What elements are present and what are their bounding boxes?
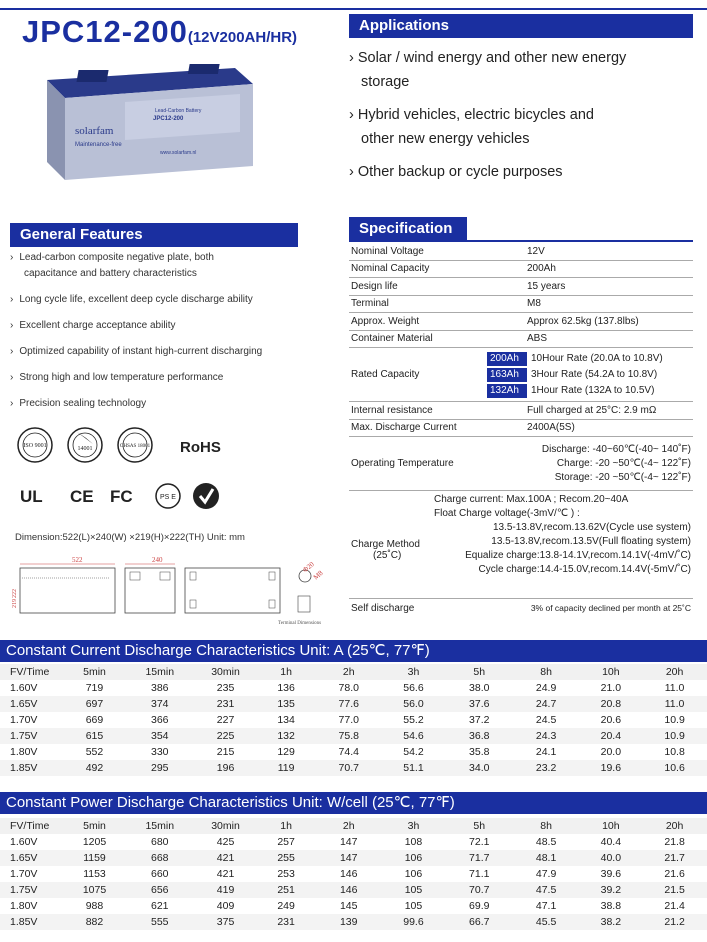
- optemp-values: [521, 441, 693, 486]
- optemp-value: Storage: -20 ~50℃(-4~ 122˚F): [554, 472, 691, 483]
- table-cell: 38.0: [469, 682, 490, 694]
- row-voltage: 1.65V: [0, 850, 65, 866]
- table-cell: 47.5: [513, 882, 580, 898]
- application-text: Hybrid vehicles, electric bicycles and: [357, 107, 594, 123]
- battery-label-2: JPC12-200: [153, 116, 184, 122]
- table-cell: 249: [277, 900, 295, 912]
- table-cell: 40.4: [600, 836, 622, 848]
- optemp-value: Discharge: -40~60℃(-40~ 140˚F): [541, 444, 691, 455]
- row-voltage: 1.65V: [0, 696, 65, 712]
- table-cell: 56.6: [403, 682, 424, 694]
- column-header: 30min: [195, 818, 256, 834]
- spec-value: ABS: [527, 333, 548, 345]
- rated-tag: 163Ah: [487, 368, 527, 382]
- table-cell: 77.6: [316, 696, 381, 712]
- table-cell: 21.7: [642, 850, 707, 866]
- table-cell: 56.0: [381, 696, 446, 712]
- charge-line: 13.5-13.8V,recom.13.5V(Full floating system): [491, 536, 691, 547]
- table-cell: 135: [256, 696, 317, 712]
- column-header: FV/Time: [0, 664, 65, 680]
- feature-item: [10, 396, 330, 412]
- table-row: [0, 712, 707, 728]
- spec-row: [349, 402, 693, 420]
- row-voltage: 1.60V: [10, 836, 38, 848]
- table-cell: 11.0: [642, 696, 707, 712]
- column-header: 1h: [256, 818, 317, 834]
- table-cell: 231: [195, 696, 256, 712]
- table-cell: 231: [256, 914, 317, 930]
- battery-label-1: Lead-Carbon Battery: [155, 108, 202, 114]
- row-voltage: 1.85V: [0, 760, 65, 776]
- table-cell: 40.0: [580, 850, 643, 866]
- charge-line: Float Charge voltage(-3mV/℃ ) :: [434, 508, 580, 519]
- rated-tag: 132Ah: [487, 384, 527, 398]
- table-cell: 409: [216, 900, 235, 912]
- ohsas-logo: [118, 428, 152, 462]
- table-cell: 425: [216, 836, 235, 848]
- feature-item: [10, 250, 330, 282]
- features-title: General Features: [20, 226, 143, 243]
- table-cell: 552: [85, 746, 104, 758]
- applications-title: Applications: [359, 17, 450, 34]
- spec-key: Design life: [351, 280, 398, 292]
- table-cell: 38.8: [600, 900, 622, 912]
- chevron-right-icon: ›: [349, 164, 354, 180]
- table-cell: 24.3: [513, 728, 580, 744]
- table-cell: 129: [277, 746, 295, 758]
- chevron-right-icon: ›: [10, 252, 14, 263]
- table-cell: 1075: [65, 882, 125, 898]
- table-cell: 70.7: [316, 760, 381, 776]
- spec-row: [349, 261, 693, 279]
- table-row: [0, 882, 707, 898]
- table-cell: 253: [277, 868, 295, 880]
- table-cell: 108: [404, 836, 423, 848]
- table-cell: 24.1: [535, 746, 557, 758]
- table-cell: 330: [150, 746, 169, 758]
- chevron-right-icon: ›: [10, 320, 14, 331]
- row-voltage: 1.80V: [10, 900, 38, 912]
- table-row: [0, 728, 707, 744]
- column-header: 20h: [642, 664, 707, 680]
- table-cell: 20.8: [580, 696, 643, 712]
- spec-row-rated: [349, 348, 693, 402]
- svg-text:PS E: PS E: [160, 494, 176, 501]
- table-cell: 119: [256, 760, 317, 776]
- table-cell: 20.0: [600, 746, 622, 758]
- dim-height-2: 219: [12, 599, 18, 608]
- column-header: 2h: [316, 818, 381, 834]
- table-cell: 419: [195, 882, 256, 898]
- terminal-thread: M8: [311, 569, 325, 582]
- application-item: [349, 103, 699, 151]
- table-header-row: [0, 818, 707, 834]
- application-text-cont: storage: [361, 74, 410, 90]
- applications-list: [349, 46, 699, 193]
- iso14001-logo: [68, 428, 102, 462]
- table-cell: 366: [150, 714, 169, 726]
- table-cell: 139: [316, 914, 381, 930]
- table-cell: 386: [150, 682, 169, 694]
- cc-table: [0, 664, 707, 776]
- svg-text:ISO 9001: ISO 9001: [23, 443, 47, 449]
- table-cell: 51.1: [381, 760, 446, 776]
- spec-value: 2400A(5S): [527, 422, 575, 434]
- table-cell: 492: [65, 760, 125, 776]
- c-tick-logo: [193, 483, 219, 509]
- spec-key: Self discharge: [351, 602, 415, 614]
- iso9001-logo: [18, 428, 52, 462]
- application-item: [349, 46, 699, 94]
- row-voltage: 1.75V: [0, 728, 65, 744]
- battery-url: www.solarfam.nl: [160, 150, 197, 156]
- column-header: 8h: [513, 664, 580, 680]
- spec-row-optemp: [349, 437, 693, 491]
- rated-value: 10Hour Rate (20.0A to 10.8V): [531, 352, 663, 364]
- table-cell: 20.4: [580, 728, 643, 744]
- spec-row: [349, 243, 693, 261]
- table-cell: 24.7: [513, 696, 580, 712]
- table-cell: 35.8: [469, 746, 490, 758]
- feature-text: Lead-carbon composite negative plate, both: [19, 252, 214, 263]
- column-header: FV/Time: [0, 818, 65, 834]
- table-cell: 255: [256, 850, 317, 866]
- table-cell: 47.1: [535, 900, 557, 912]
- table-cell: 10.8: [664, 746, 685, 758]
- cc-table-title: Constant Current Discharge Characteristics Unit: A (25℃, 77℉): [0, 640, 707, 662]
- feature-text: Long cycle life, excellent deep cycle discharge ability: [19, 294, 253, 305]
- spec-key: Approx. Weight: [351, 315, 420, 327]
- rated-tag: 200Ah: [487, 352, 527, 366]
- table-cell: 78.0: [338, 682, 359, 694]
- table-cell: 136: [277, 682, 295, 694]
- column-header: 10h: [580, 818, 643, 834]
- feature-item: [10, 318, 330, 334]
- feature-text: Precision sealing technology: [19, 398, 147, 409]
- chevron-right-icon: ›: [349, 107, 354, 123]
- charge-key: Charge Method (25˚C): [351, 539, 420, 561]
- chevron-right-icon: ›: [349, 50, 354, 66]
- table-cell: 421: [195, 850, 256, 866]
- table-cell: 77.0: [338, 714, 359, 726]
- ul-logo: UL: [20, 487, 43, 506]
- charge-line: Equalize charge:13.8-14.1V,recom.14.1V(-4mV/˚C): [465, 550, 691, 561]
- table-cell: 39.6: [600, 868, 622, 880]
- table-cell: 621: [150, 900, 169, 912]
- table-cell: 54.2: [403, 746, 424, 758]
- table-cell: 39.2: [580, 882, 643, 898]
- row-voltage: 1.80V: [10, 746, 38, 758]
- application-text-cont: other new energy vehicles: [361, 131, 530, 147]
- spec-row: [349, 599, 693, 617]
- column-header: 1h: [256, 664, 317, 680]
- table-cell: 21.0: [600, 682, 622, 694]
- spec-row-charge: [349, 491, 693, 599]
- table-cell: 37.2: [469, 714, 490, 726]
- table-cell: 669: [85, 714, 104, 726]
- row-voltage: 1.75V: [0, 882, 65, 898]
- table-cell: 555: [124, 914, 195, 930]
- application-item: [349, 160, 699, 184]
- specification-table: [349, 243, 693, 617]
- model-title: [22, 14, 297, 50]
- specification-header: [349, 217, 467, 241]
- spec-row: [349, 296, 693, 314]
- table-cell: 10.9: [664, 714, 685, 726]
- spec-key: Max. Discharge Current: [351, 422, 457, 434]
- table-header-row: [0, 664, 707, 680]
- column-header: 5h: [446, 664, 513, 680]
- model-name: JPC12-200: [22, 14, 188, 49]
- application-text: Solar / wind energy and other new energy: [357, 50, 627, 66]
- table-row: [0, 914, 707, 930]
- spec-value: 3% of capacity declined per month at 25˚C: [530, 603, 691, 613]
- column-header: 8h: [513, 818, 580, 834]
- table-row: [0, 898, 707, 914]
- battery-sub: Maintenance-free: [75, 142, 122, 148]
- table-cell: 66.7: [446, 914, 513, 930]
- table-cell: 37.6: [446, 696, 513, 712]
- dim-width: 240: [152, 556, 163, 564]
- table-cell: 24.9: [535, 682, 557, 694]
- table-cell: 225: [195, 728, 256, 744]
- cp-table-title: Constant Power Discharge Characteristics Unit: W/cell (25℃, 77℉): [0, 792, 707, 814]
- row-voltage: 1.70V: [10, 868, 38, 880]
- table-cell: 45.5: [513, 914, 580, 930]
- table-cell: 134: [277, 714, 295, 726]
- table-cell: 196: [195, 760, 256, 776]
- spec-key: Nominal Capacity: [351, 263, 430, 275]
- feature-text: Optimized capability of instant high-current discharging: [19, 346, 263, 357]
- table-cell: 38.2: [580, 914, 643, 930]
- spec-value: Full charged at 25°C: 2.9 mΩ: [527, 404, 657, 416]
- table-cell: 697: [65, 696, 125, 712]
- spec-row: [349, 420, 693, 438]
- column-header: 3h: [381, 664, 446, 680]
- certification-logos: [10, 420, 235, 525]
- table-cell: 374: [124, 696, 195, 712]
- column-header: 5h: [446, 818, 513, 834]
- table-cell: 421: [216, 868, 235, 880]
- table-cell: 71.7: [446, 850, 513, 866]
- charge-line: 13.5-13.8V,recom.13.62V(Cycle use system): [492, 522, 691, 533]
- spec-key: Rated Capacity: [351, 369, 420, 380]
- fc-logo: FC: [110, 487, 133, 506]
- pse-logo: [156, 484, 180, 508]
- svg-text:OHSAS 18001: OHSAS 18001: [119, 444, 151, 449]
- table-cell: 71.1: [469, 868, 490, 880]
- table-cell: 1205: [82, 836, 107, 848]
- table-cell: 23.2: [513, 760, 580, 776]
- table-cell: 48.5: [535, 836, 557, 848]
- table-cell: 680: [150, 836, 169, 848]
- spec-value: 12V: [527, 245, 545, 257]
- column-header: 15min: [124, 664, 195, 680]
- features-header: [10, 223, 298, 247]
- table-row: [0, 696, 707, 712]
- table-cell: 227: [216, 714, 235, 726]
- rated-value: 1Hour Rate (132A to 10.5V): [531, 384, 655, 396]
- spec-value: 15 years: [527, 280, 566, 292]
- table-cell: 146: [339, 868, 358, 880]
- table-cell: 354: [124, 728, 195, 744]
- spec-value: M8: [527, 298, 541, 310]
- specification-title: Specification: [359, 220, 453, 237]
- table-cell: 235: [216, 682, 235, 694]
- table-cell: 132: [256, 728, 317, 744]
- charge-line: Charge current: Max.100A ; Recom.20~40A: [434, 494, 629, 505]
- table-cell: 36.8: [446, 728, 513, 744]
- rated-values: [487, 350, 693, 400]
- column-header: 15min: [124, 818, 195, 834]
- charge-line: Cycle charge:14.4-15.0V,recom.14.4V(-5mV/˚C): [478, 564, 691, 575]
- table-cell: 146: [316, 882, 381, 898]
- feature-text: Strong high and low temperature performance: [19, 372, 224, 383]
- column-header: 20h: [642, 818, 707, 834]
- table-row: [0, 866, 707, 882]
- table-cell: 24.5: [535, 714, 557, 726]
- model-subtitle: (12V200AH/HR): [187, 29, 298, 46]
- table-cell: 47.9: [535, 868, 557, 880]
- dim-length: 522: [72, 556, 83, 564]
- terminal-label: Terminal Dimensions: [278, 621, 322, 626]
- table-cell: 34.0: [446, 760, 513, 776]
- table-cell: 988: [85, 900, 104, 912]
- table-cell: 1153: [83, 868, 106, 880]
- column-header: 5min: [65, 818, 125, 834]
- table-cell: 215: [216, 746, 235, 758]
- table-cell: 719: [85, 682, 104, 694]
- table-cell: 295: [124, 760, 195, 776]
- table-cell: 72.1: [469, 836, 490, 848]
- table-cell: 20.6: [600, 714, 622, 726]
- row-voltage: 1.85V: [0, 914, 65, 930]
- table-cell: 21.6: [664, 868, 685, 880]
- table-cell: 74.4: [338, 746, 359, 758]
- table-cell: 106: [381, 850, 446, 866]
- top-rule: [0, 8, 707, 10]
- table-cell: 257: [277, 836, 295, 848]
- spec-key: Nominal Voltage: [351, 245, 424, 257]
- spec-key: Operating Temperature: [351, 458, 454, 469]
- table-cell: 882: [65, 914, 125, 930]
- feature-text: Excellent charge acceptance ability: [19, 320, 176, 331]
- spec-row: [349, 331, 693, 349]
- row-voltage: 1.70V: [10, 714, 38, 726]
- spec-key: Terminal: [351, 298, 389, 310]
- table-cell: 21.8: [664, 836, 685, 848]
- table-cell: 656: [124, 882, 195, 898]
- table-cell: 615: [65, 728, 125, 744]
- svg-text:14001: 14001: [77, 446, 93, 452]
- table-cell: 251: [256, 882, 317, 898]
- feature-item: [10, 370, 330, 386]
- table-cell: 10.9: [642, 728, 707, 744]
- table-row: [0, 850, 707, 866]
- cp-table: [0, 818, 707, 930]
- table-cell: 48.1: [513, 850, 580, 866]
- dim-height-1: 222: [12, 589, 18, 598]
- table-cell: 21.2: [642, 914, 707, 930]
- chevron-right-icon: ›: [10, 294, 14, 305]
- table-cell: 69.9: [469, 900, 490, 912]
- chevron-right-icon: ›: [10, 346, 14, 357]
- table-cell: 21.5: [642, 882, 707, 898]
- column-header: 30min: [195, 664, 256, 680]
- table-cell: 668: [124, 850, 195, 866]
- rated-value: 3Hour Rate (54.2A to 10.8V): [531, 368, 658, 380]
- dimension-text: Dimension:522(L)×240(W) ×219(H)×222(TH) Unit: mm: [15, 532, 245, 543]
- column-header: 5min: [65, 664, 125, 680]
- charge-values: [349, 491, 693, 578]
- spec-key: Container Material: [351, 333, 433, 345]
- spec-rule: [349, 240, 693, 242]
- table-cell: 19.6: [580, 760, 643, 776]
- chevron-right-icon: ›: [10, 372, 14, 383]
- table-cell: 10.6: [642, 760, 707, 776]
- spec-row: [349, 278, 693, 296]
- table-cell: 375: [195, 914, 256, 930]
- table-row: [0, 744, 707, 760]
- dimension-drawing: [10, 548, 340, 628]
- table-cell: 147: [316, 850, 381, 866]
- feature-text-cont: capacitance and battery characteristics: [24, 268, 197, 279]
- spec-value: Approx 62.5kg (137.8lbs): [527, 315, 639, 327]
- spec-key: Internal resistance: [351, 404, 433, 416]
- features-list: [10, 250, 330, 422]
- table-cell: 106: [404, 868, 423, 880]
- spec-value: 200Ah: [527, 263, 556, 275]
- table-row: [0, 834, 707, 850]
- row-voltage: 1.60V: [10, 682, 38, 694]
- table-row: [0, 680, 707, 696]
- table-cell: 99.6: [381, 914, 446, 930]
- feature-item: [10, 344, 330, 360]
- ce-logo: CE: [70, 487, 94, 506]
- battery-brand: solarfam: [75, 125, 114, 137]
- table-row: [0, 760, 707, 776]
- chevron-right-icon: ›: [10, 398, 14, 409]
- feature-item: [10, 292, 330, 308]
- table-cell: 147: [339, 836, 358, 848]
- table-cell: 660: [150, 868, 169, 880]
- table-cell: 70.7: [446, 882, 513, 898]
- table-cell: 55.2: [403, 714, 424, 726]
- applications-header: [349, 14, 693, 38]
- column-header: 10h: [580, 664, 643, 680]
- table-cell: 54.6: [381, 728, 446, 744]
- terminal-diameter: Φ20: [301, 560, 316, 575]
- table-cell: 21.4: [664, 900, 685, 912]
- column-header: 3h: [381, 818, 446, 834]
- rohs-logo: RoHS: [180, 439, 221, 456]
- table-cell: 105: [404, 900, 423, 912]
- battery-image: [35, 62, 260, 192]
- spec-row: [349, 313, 693, 331]
- table-cell: 75.8: [316, 728, 381, 744]
- application-text: Other backup or cycle purposes: [357, 164, 563, 180]
- table-cell: 11.0: [664, 682, 685, 694]
- table-cell: 105: [381, 882, 446, 898]
- column-header: 2h: [316, 664, 381, 680]
- optemp-value: Charge: -20 ~50℃(-4~ 122˚F): [556, 458, 691, 469]
- table-cell: 145: [339, 900, 358, 912]
- table-cell: 1159: [65, 850, 125, 866]
